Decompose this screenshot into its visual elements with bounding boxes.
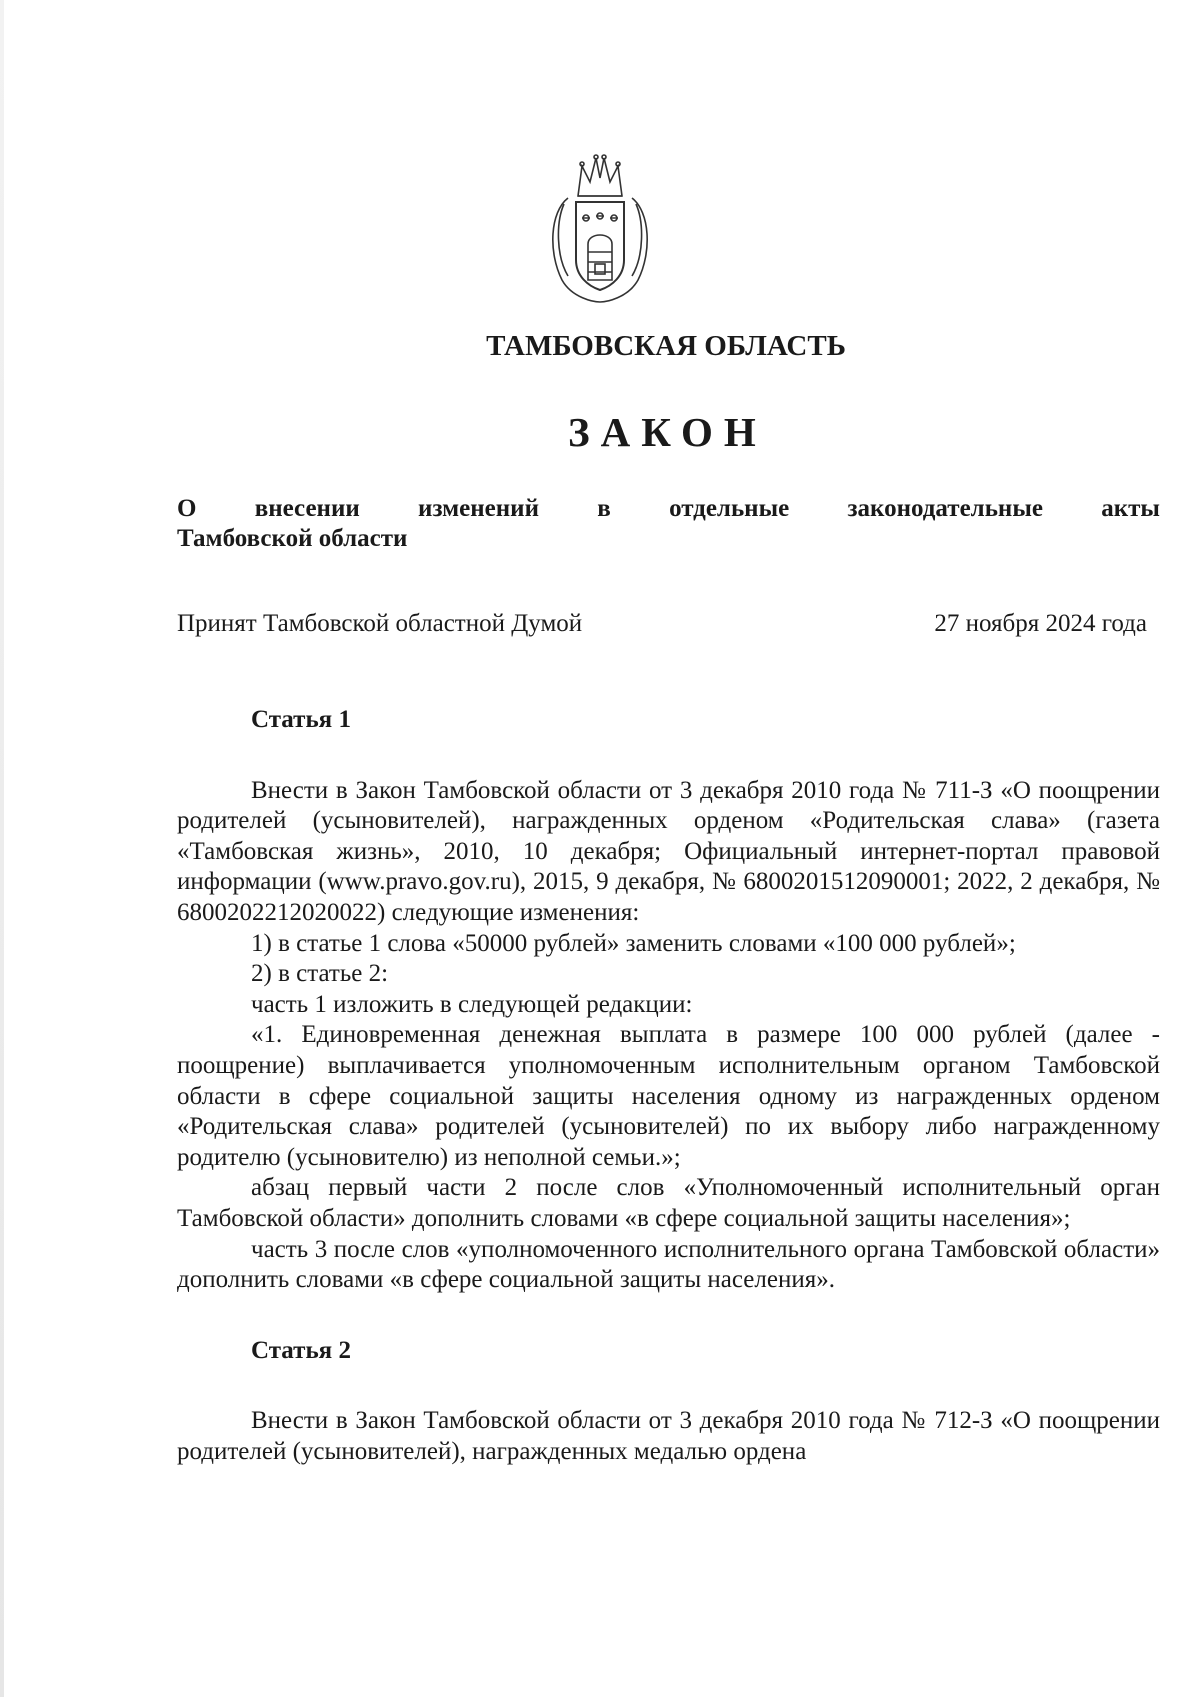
title-word: акты	[1101, 495, 1160, 522]
document-type: ЗАКОН	[568, 409, 767, 455]
title-word: в	[597, 495, 611, 522]
law-title-line-1	[177, 494, 1160, 524]
article-1-heading: Статья 1	[251, 706, 351, 733]
title-word: изменений	[418, 495, 539, 522]
title-word: законодательные	[847, 495, 1043, 522]
law-body	[177, 705, 1160, 1467]
law-title-line-2: Тамбовской области	[177, 525, 408, 552]
title-word: внесении	[254, 495, 360, 522]
region-name: ТАМБОВСКАЯ ОБЛАСТЬ	[486, 330, 846, 362]
spacer	[177, 1296, 1160, 1336]
adoption-date: 27 ноября 2024 года	[934, 610, 1147, 637]
title-word: О	[177, 495, 197, 522]
article-1-part-1-text: «1. Единовременная денежная выплата в размере 100 000 рублей (далее - поощрение) выплачивается уполномоченным исполнительным органом Тамбовской области в сфере социальной защиты населения одному из награжденных орденом «Родительская слава» родителей (усыновителей) по их выбору либо награжденному родителю (усыновителю) из неполной семьи.»;	[177, 1021, 1160, 1171]
article-2-intro: Внести в Закон Тамбовской области от 3 декабря 2010 года № 712-З «О поощрении родителей (усыновителей), награжденных медалью ордена	[177, 1407, 1160, 1465]
coat-of-arms-icon	[538, 152, 662, 304]
article-1-part-1-intro: часть 1 изложить в следующей редакции:	[251, 990, 693, 1018]
title-word: отдельные	[669, 495, 790, 522]
article-1-part-3-text: часть 3 после слов «уполномоченного исполнительного органа Тамбовской области» дополнить словами «в сфере социальной защиты населения».	[177, 1235, 1160, 1294]
adoption-line	[177, 610, 1147, 638]
adopting-body: Принят Тамбовской областной Думой	[177, 610, 583, 637]
article-1-intro: Внести в Закон Тамбовской области от 3 декабря 2010 года № 711-З «О поощрении родителей (усыновителей), награжденных орденом «Родительская слава» (газета «Тамбовская жизнь», 2010, 10 декабря; Официальный интернет-портал правовой информации (www.pravo.gov.ru), 2015, 9 декабря, № 6800201512090001; 2022, 2 декабря, № 6800202212020022) следующие изменения:	[177, 776, 1160, 926]
article-1-item-1: 1) в статье 1 слова «50000 рублей» заменить словами «100 000 рублей»;	[251, 929, 1016, 957]
article-1-item-2: 2) в статье 2:	[251, 960, 389, 988]
law-title	[177, 494, 1160, 554]
article-1-part-2-text: абзац первый части 2 после слов «Уполномоченный исполнительный орган Тамбовской области» дополнить словами «в сфере социальной защиты населения»;	[177, 1174, 1160, 1232]
article-2-heading: Статья 2	[251, 1336, 351, 1364]
scan-edge	[0, 0, 4, 1697]
